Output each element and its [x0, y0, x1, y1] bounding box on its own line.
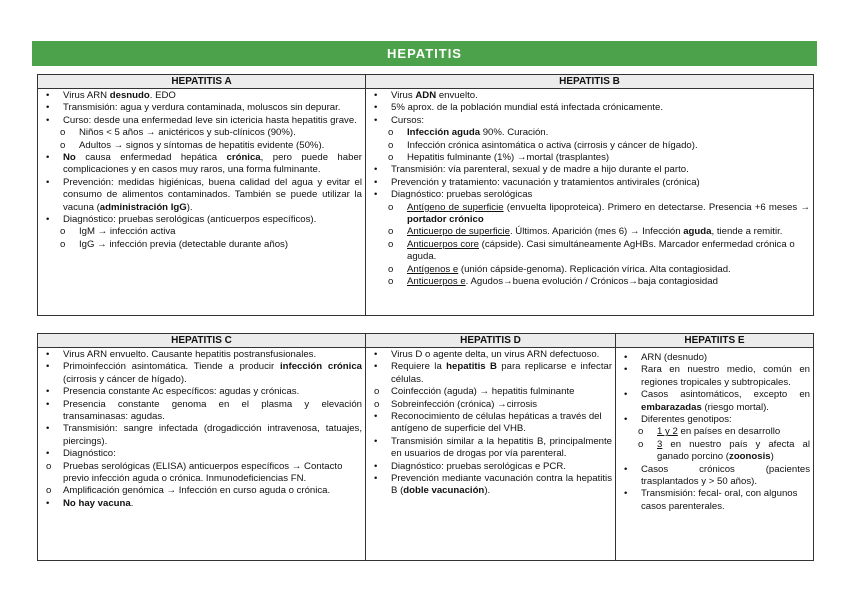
- item-text: Virus ARN envuelto. Causante hepatitis postransfusionales.: [63, 349, 317, 360]
- sub-bullet-icon: o: [388, 276, 394, 288]
- cell-hepatitis-d: [366, 348, 616, 561]
- bullet-icon: •: [624, 352, 628, 363]
- list-item: [620, 364, 810, 389]
- item-text: IgG → infección previa (detectable durante años): [79, 238, 289, 250]
- item-text: causa enfermedad hepática: [75, 152, 227, 164]
- list-item: [42, 239, 362, 251]
- list-item: [370, 436, 612, 461]
- underlined-text: Antígeno de superficie: [407, 201, 504, 213]
- underlined-text: Anticuerpo de superficie: [407, 226, 510, 238]
- list-item: [42, 152, 362, 177]
- list-item: [42, 90, 362, 102]
- list-item: [620, 414, 810, 426]
- item-text: Transmisión: fecal- oral, con algunos casos parenterales.: [641, 488, 798, 512]
- bullet-icon: •: [624, 414, 628, 426]
- item-text: Rara en nuestro medio, común en regiones tropicales y subtropicales.: [641, 364, 810, 388]
- sub-bullet-icon: o: [374, 398, 380, 410]
- item-text: Coinfección (aguda) → hepatitis fulminante: [391, 386, 575, 398]
- item-text: Niños < 5 años → anictéricos y sub-clínicos (90%).: [79, 127, 296, 139]
- item-text: Transmisión: sangre infectada (drogadicción intravenosa, tatuajes, piercings).: [63, 423, 362, 447]
- item-text: , pero puede haber complicaciones y en casos muy raros, una forma fulminante.: [63, 152, 362, 176]
- list-item: [620, 426, 810, 438]
- list-item: [370, 127, 810, 139]
- bold-text: doble vacunación: [403, 485, 485, 497]
- item-text: para replicarse e infectar células.: [391, 361, 613, 385]
- item-text: 90%. Curación.: [480, 127, 549, 139]
- list-item: [370, 276, 810, 288]
- sub-bullet-icon: o: [638, 426, 644, 438]
- bullet-icon: •: [624, 488, 628, 500]
- bullet-icon: •: [374, 176, 378, 188]
- item-text: Curso: desde una enfermedad leve sin ictericia hasta hepatitis grave.: [63, 114, 357, 126]
- header-hepatitis-e: HEPATIITS E: [616, 334, 814, 348]
- bullet-icon: •: [46, 361, 50, 373]
- bold-text: crónica: [226, 152, 261, 164]
- list-item: [370, 239, 810, 264]
- list-item: [620, 352, 810, 364]
- item-text: Transmisión: vía parenteral, sexual y de madre a hijo durante el parto.: [391, 164, 689, 176]
- list-hepatitis-b: [366, 89, 813, 290]
- item-text: (riesgo mortal).: [701, 401, 769, 413]
- bullet-icon: •: [46, 114, 50, 126]
- list-item: [370, 164, 810, 176]
- item-text: (unión cápside-genoma). Replicación vírica. Alta contagiosidad.: [458, 263, 731, 275]
- bullet-icon: •: [46, 102, 50, 114]
- bullet-icon: •: [46, 90, 50, 101]
- bullet-icon: •: [374, 473, 378, 485]
- list-item: [370, 361, 612, 386]
- bullet-icon: •: [46, 214, 50, 226]
- bullet-icon: •: [624, 389, 628, 401]
- item-text: Infección crónica asintomática o activa (cirrosis y cáncer de hígado).: [407, 139, 698, 151]
- item-text: Diferentes genotipos:: [641, 414, 732, 426]
- list-item: [42, 485, 362, 497]
- bullet-icon: •: [374, 411, 378, 423]
- list-item: [370, 140, 810, 152]
- list-item: [370, 399, 612, 411]
- bullet-icon: •: [374, 361, 378, 373]
- item-text: Requiere la: [391, 361, 447, 373]
- cell-hepatitis-a: [38, 89, 366, 316]
- list-item: [42, 423, 362, 448]
- item-text: Virus ARN: [63, 90, 110, 101]
- sub-bullet-icon: o: [388, 139, 394, 151]
- item-text: Casos crónicos (pacientes trasplantados y > 50 años).: [641, 463, 810, 488]
- item-text: (cápside). Casi simultáneamente AgHBs. Marcador enfermedad crónica o aguda.: [407, 238, 795, 263]
- list-item: [620, 389, 810, 414]
- sub-bullet-icon: o: [46, 485, 52, 497]
- bullet-icon: •: [374, 189, 378, 201]
- list-item: [42, 448, 362, 460]
- bullet-icon: •: [374, 435, 378, 447]
- item-text: .: [130, 497, 134, 509]
- item-text: Reconocimiento de células hepáticas a través del antígeno de superficie del VHB.: [391, 411, 602, 435]
- item-text: Diagnóstico:: [63, 448, 116, 460]
- item-text: Presencia constante genoma en el plasma y elevación transaminasas: agudas.: [63, 398, 362, 423]
- sub-bullet-icon: o: [388, 238, 394, 250]
- list-item: [370, 90, 810, 102]
- list-hepatitis-a: [38, 89, 365, 252]
- bold-text: portador crónico: [407, 214, 484, 226]
- item-text: ARN (desnudo): [641, 352, 708, 363]
- bullet-icon: •: [46, 423, 50, 435]
- item-text: (envuelta lipoproteica). Primero en detectarse. Presencia +6 meses →: [503, 201, 810, 213]
- sub-bullet-icon: o: [60, 127, 66, 139]
- bullet-icon: •: [46, 349, 50, 360]
- item-text: IgM → infección activa: [79, 226, 176, 238]
- list-item: [620, 464, 810, 489]
- list-item: [42, 349, 362, 361]
- page-title: HEPATITIS: [32, 41, 817, 66]
- bullet-icon: •: [624, 463, 628, 475]
- item-text: Diagnóstico: pruebas serológicas (anticuerpos específicos).: [63, 214, 317, 226]
- list-item: [42, 177, 362, 214]
- item-text: ).: [186, 201, 193, 213]
- bullet-icon: •: [374, 460, 378, 472]
- bold-text: desnudo: [109, 90, 150, 101]
- underlined-text: 1 y 2: [657, 426, 678, 438]
- sub-bullet-icon: o: [388, 201, 394, 213]
- cell-hepatitis-c: [38, 348, 366, 561]
- cell-hepatitis-b: [366, 89, 814, 316]
- list-item: [42, 498, 362, 510]
- item-text: Hepatitis fulminante (1%) →mortal (trasplantes): [407, 152, 610, 164]
- list-item: [370, 461, 612, 473]
- bullet-icon: •: [46, 448, 50, 460]
- item-text: envuelto.: [436, 90, 478, 101]
- item-text: . EDO: [149, 90, 176, 101]
- list-item: [370, 102, 810, 114]
- bold-text: Infección aguda: [407, 127, 481, 139]
- bold-text: aguda: [683, 226, 712, 238]
- bullet-icon: •: [46, 152, 50, 164]
- bullet-icon: •: [374, 114, 378, 126]
- header-hepatitis-a: HEPATITIS A: [38, 75, 366, 89]
- item-text: . Agudos→buena evolución / Crónicos→baja contagiosidad: [465, 276, 718, 288]
- list-hepatitis-e: [616, 348, 813, 514]
- list-item: [370, 411, 612, 436]
- item-text: Amplificación genómica → Infección en curso aguda o crónica.: [63, 485, 331, 497]
- bullet-icon: •: [46, 176, 50, 188]
- bullet-icon: •: [46, 497, 50, 509]
- item-text: (cirrosis y cáncer de hígado).: [63, 373, 187, 385]
- list-item: [370, 386, 612, 398]
- bold-text: zoonosis: [729, 451, 771, 463]
- item-text: Presencia constante Ac específicos: agudas y crónicas.: [63, 386, 300, 398]
- list-item: [370, 189, 810, 201]
- bullet-icon: •: [374, 102, 378, 114]
- cell-hepatitis-e: [616, 348, 814, 561]
- list-item: [42, 226, 362, 238]
- item-text: Virus: [391, 90, 416, 101]
- list-item: [370, 202, 810, 227]
- item-text: 5% aprox. de la población mundial está infectada crónicamente.: [391, 102, 663, 114]
- item-text: . Últimos. Aparición (mes 6) → Infección: [509, 226, 684, 238]
- item-text: en nuestro país y afecta al ganado porcino (: [657, 438, 810, 463]
- item-text: Primoinfección asintomática. Tiende a producir: [63, 361, 280, 373]
- bold-text: No hay vacuna: [63, 497, 131, 509]
- item-text: ).: [484, 485, 491, 497]
- underlined-text: Anticuerpos core: [407, 238, 479, 250]
- sub-bullet-icon: o: [60, 238, 66, 250]
- underlined-text: Anticuerpos e: [407, 276, 466, 288]
- sub-bullet-icon: o: [60, 226, 66, 238]
- list-item: [620, 439, 810, 464]
- bullet-icon: •: [46, 398, 50, 410]
- item-text: Virus D o agente delta, un virus ARN defectuoso.: [391, 349, 600, 360]
- bold-text: No: [63, 152, 76, 164]
- bold-text: embarazadas: [641, 401, 702, 413]
- list-item: [42, 399, 362, 424]
- item-text: ): [770, 451, 774, 463]
- list-item: [370, 473, 612, 498]
- list-hepatitis-d: [366, 348, 615, 499]
- bullet-icon: •: [374, 349, 378, 360]
- bullet-icon: •: [46, 386, 50, 398]
- sub-bullet-icon: o: [46, 460, 52, 472]
- bullet-icon: •: [624, 364, 628, 376]
- sub-bullet-icon: o: [388, 152, 394, 164]
- underlined-text: Antígenos e: [407, 263, 459, 275]
- list-item: [42, 140, 362, 152]
- sub-bullet-icon: o: [60, 139, 66, 151]
- sub-bullet-icon: o: [374, 386, 380, 398]
- list-item: [370, 226, 810, 238]
- list-item: [42, 461, 362, 486]
- list-item: [42, 214, 362, 226]
- item-text: Prevención mediante vacunación contra la hepatitis B (: [391, 473, 612, 497]
- header-hepatitis-c: HEPATITIS C: [38, 334, 366, 348]
- list-item: [42, 127, 362, 139]
- sub-bullet-icon: o: [388, 127, 394, 139]
- item-text: , tiende a remitir.: [711, 226, 783, 238]
- item-text: en países en desarrollo: [677, 426, 781, 438]
- bold-text: hepatitis B: [446, 361, 497, 373]
- item-text: Pruebas serológicas (ELISA) anticuerpos específicos → Contacto previo infección aguda o crónica. Inmunodeficiencias FN.: [63, 460, 343, 485]
- bullet-icon: •: [374, 90, 378, 101]
- item-text: Diagnóstico: pruebas serológicas: [391, 189, 533, 201]
- item-text: Sobreinfección (crónica) →cirrosis: [391, 398, 538, 410]
- item-text: Adultos → signos y síntomas de hepatitis evidente (50%).: [79, 139, 325, 151]
- list-item: [42, 102, 362, 114]
- bold-text: infección crónica: [280, 361, 362, 373]
- item-text: Cursos:: [391, 114, 425, 126]
- sub-bullet-icon: o: [638, 438, 644, 450]
- underlined-text: 3: [657, 438, 663, 450]
- list-item: [42, 361, 362, 386]
- sub-bullet-icon: o: [388, 226, 394, 238]
- list-item: [620, 488, 810, 513]
- item-text: Prevención y tratamiento: vacunación y tratamientos antivirales (crónica): [391, 176, 700, 188]
- bold-text: ADN: [415, 90, 437, 101]
- item-text: Transmisión: agua y verdura contaminada, moluscos sin depurar.: [63, 102, 341, 114]
- item-text: Casos asintomáticos, excepto en: [641, 389, 810, 401]
- list-hepatitis-c: [38, 348, 365, 511]
- list-item: [370, 177, 810, 189]
- list-item: [42, 386, 362, 398]
- item-text: Diagnóstico: pruebas serológicas e PCR.: [391, 460, 566, 472]
- list-item: [370, 152, 810, 164]
- list-item: [370, 115, 810, 127]
- item-text: Prevención: medidas higiénicas, buena calidad del agua y evitar el consumo de alimentos contaminados. También se puede utilizar la vacuna (: [63, 176, 362, 213]
- header-hepatitis-b: HEPATITIS B: [366, 75, 814, 89]
- item-text: Transmisión similar a la hepatitis B, principalmente en usuarios de drogas por vía parenteral.: [391, 435, 612, 460]
- table-hepatitis-a-b: [37, 74, 814, 316]
- bullet-icon: •: [374, 164, 378, 176]
- header-hepatitis-d: HEPATITIS D: [366, 334, 616, 348]
- list-item: [42, 115, 362, 127]
- bold-text: administración IgG: [99, 201, 187, 213]
- list-item: [370, 264, 810, 276]
- sub-bullet-icon: o: [388, 263, 394, 275]
- list-item: [370, 349, 612, 361]
- table-hepatitis-c-d-e: [37, 333, 814, 561]
